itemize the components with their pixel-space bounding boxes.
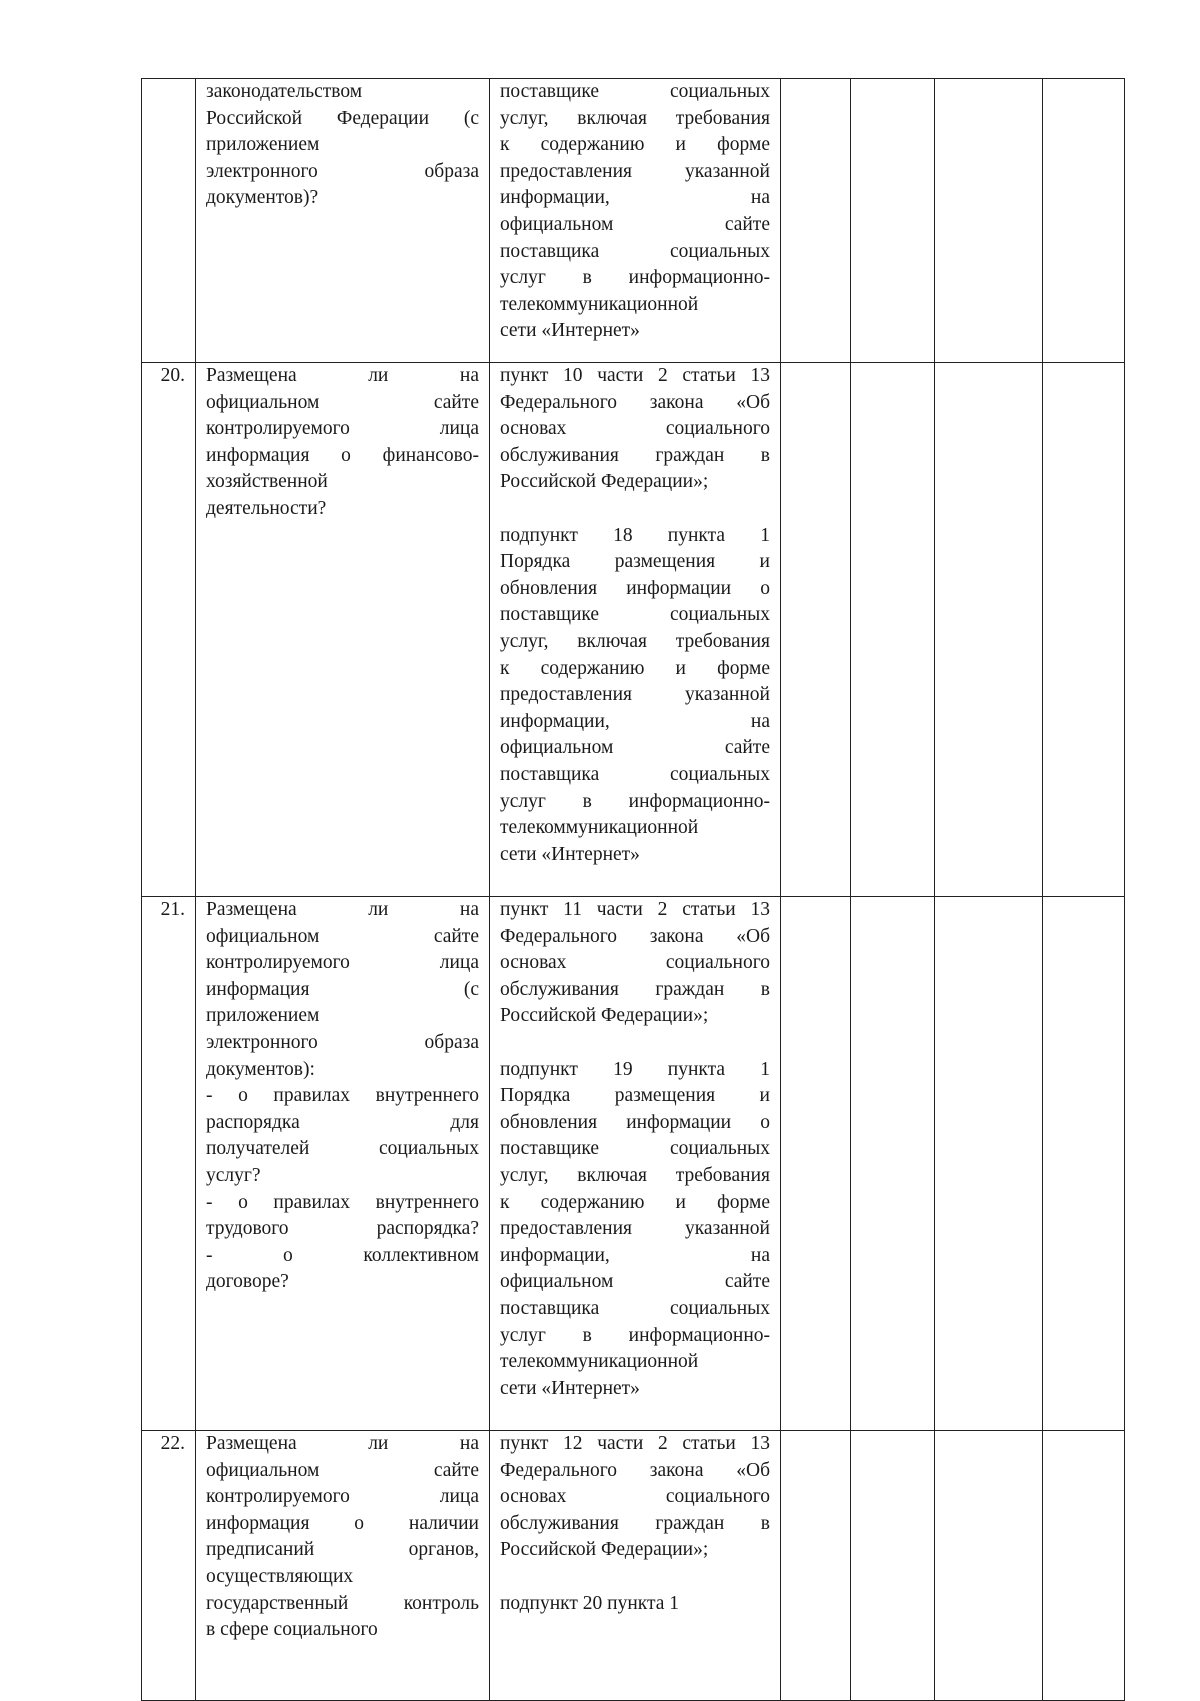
reference-text-line: пункт 10 части 2 статьи 13 (500, 365, 770, 386)
reference-text-line: обновления информации о (500, 1111, 770, 1133)
table-row (142, 1431, 1125, 1701)
reference-text-line: поставщика социальных (500, 763, 770, 785)
reference-text-line: официальном сайте (500, 213, 770, 235)
question-text-line: Размещена ли на (206, 1433, 479, 1454)
reference-text-line: сети «Интернет» (500, 843, 640, 865)
question-text-line: информация (с (206, 978, 479, 1000)
reference-text-line: Порядка размещения и (500, 1085, 770, 1107)
question-text-line: договоре? (206, 1271, 289, 1293)
question-text-line: осуществляющих (206, 1565, 354, 1587)
question-text-line: документов)? (206, 187, 319, 209)
reference-text-line: предоставления указанной (500, 160, 770, 182)
reference-text-line: услуг в информационно- (500, 267, 770, 289)
reference-text-line: услуг, включая требования (500, 630, 770, 652)
no-cell (851, 363, 935, 897)
question-text-line: официальном сайте (206, 1459, 479, 1481)
legal-reference-cell (490, 1431, 781, 1701)
question-text-line: официальном сайте (206, 391, 479, 413)
yes-cell (781, 363, 851, 897)
question-text-line: Российской Федерации (с (206, 107, 479, 129)
checklist-rows (142, 79, 1125, 1701)
row-number (142, 79, 196, 363)
question-cell (196, 897, 490, 1431)
question-text-line: электронного образа (206, 1031, 479, 1053)
legal-reference-cell (490, 79, 781, 363)
reference-text-line: информации, на (500, 710, 770, 732)
reference-text-line: услуг, включая требования (500, 107, 770, 129)
no-cell (851, 897, 935, 1431)
reference-text-line: к содержанию и форме (500, 657, 770, 679)
reference-text-line: к содержанию и форме (500, 1191, 770, 1213)
question-text-line: Размещена ли на (206, 365, 479, 386)
blank-line (500, 1564, 770, 1591)
question-text-line: информация о финансово- (206, 444, 479, 466)
reference-text-line: Порядка размещения и (500, 551, 770, 573)
reference-text-line: поставщике социальных (500, 1138, 770, 1160)
reference-text-line: поставщика социальных (500, 1297, 770, 1319)
reference-text-line: Федерального закона «Об (500, 925, 770, 947)
reference-text-line: Российской Федерации»; (500, 1539, 709, 1561)
yes-cell (781, 1431, 851, 1701)
reference-text-line: обновления информации о (500, 577, 770, 599)
not-applicable-cell (935, 363, 1043, 897)
table-row (142, 897, 1125, 1431)
question-text-line: приложением (206, 1005, 320, 1027)
reference-text-line: обслуживания граждан в (500, 978, 770, 1000)
reference-text-line: телекоммуникационной (500, 1351, 699, 1373)
question-text-line: Размещена ли на (206, 899, 479, 920)
question-text-line: трудового распорядка? (206, 1218, 479, 1240)
reference-text-line: основах социального (500, 952, 770, 974)
row-number: 21. (142, 897, 196, 1431)
note-cell (1043, 79, 1125, 363)
blank-line (500, 1030, 770, 1057)
reference-text-line: Российской Федерации»; (500, 1005, 709, 1027)
checklist-table (141, 78, 1125, 1701)
reference-text-line: обслуживания граждан в (500, 1512, 770, 1534)
question-cell (196, 79, 490, 363)
reference-text-line: сети «Интернет» (500, 1377, 640, 1399)
reference-text-line: поставщика социальных (500, 240, 770, 262)
reference-text-line: официальном сайте (500, 1271, 770, 1293)
question-text-line: предписаний органов, (206, 1539, 479, 1561)
question-text-line: документов): (206, 1058, 315, 1080)
table-row (142, 363, 1125, 897)
no-cell (851, 79, 935, 363)
question-text-line: контролируемого лица (206, 952, 479, 974)
reference-text-line: к содержанию и форме (500, 134, 770, 156)
yes-cell (781, 79, 851, 363)
question-text-line: распорядка для (206, 1111, 479, 1133)
question-text-line: деятельности? (206, 497, 327, 519)
note-cell (1043, 1431, 1125, 1701)
question-text-line: услуг? (206, 1164, 261, 1186)
question-cell (196, 363, 490, 897)
question-text-line: получателей социальных (206, 1138, 479, 1160)
question-text-line: государственный контроль (206, 1592, 479, 1614)
question-text-line: в сфере социального (206, 1619, 378, 1641)
reference-text-line: поставщике социальных (500, 604, 770, 626)
reference-text-line: телекоммуникационной (500, 293, 699, 315)
no-cell (851, 1431, 935, 1701)
question-text-line: контролируемого лица (206, 418, 479, 440)
question-text-line: - о правилах внутреннего (206, 1191, 479, 1213)
reference-text-line: информации, на (500, 187, 770, 209)
reference-text-line: информации, на (500, 1244, 770, 1266)
reference-text-line: Федерального закона «Об (500, 391, 770, 413)
reference-text-line: услуг, включая требования (500, 1164, 770, 1186)
not-applicable-cell (935, 897, 1043, 1431)
reference-text-line: Федерального закона «Об (500, 1459, 770, 1481)
question-text-line: приложением (206, 134, 320, 156)
reference-text-line: услуг в информационно- (500, 1324, 770, 1346)
question-text-line: хозяйственной (206, 471, 328, 493)
legal-reference-cell (490, 897, 781, 1431)
legal-reference-cell (490, 363, 781, 897)
question-text-line: законодательством (206, 81, 363, 102)
question-text-line: информация о наличии (206, 1512, 479, 1534)
reference-text-line: подпункт 20 пункта 1 (500, 1592, 680, 1614)
reference-text-line: пункт 12 части 2 статьи 13 (500, 1433, 770, 1454)
reference-text-line: сети «Интернет» (500, 320, 640, 342)
note-cell (1043, 897, 1125, 1431)
reference-text-line: предоставления указанной (500, 1218, 770, 1240)
reference-text-line: предоставления указанной (500, 684, 770, 706)
row-number: 20. (142, 363, 196, 897)
row-number: 22. (142, 1431, 196, 1701)
question-text-line: электронного образа (206, 160, 479, 182)
reference-text-line: поставщике социальных (500, 81, 770, 102)
yes-cell (781, 897, 851, 1431)
reference-text-line: основах социального (500, 418, 770, 440)
note-cell (1043, 363, 1125, 897)
question-text-line: контролируемого лица (206, 1486, 479, 1508)
question-text-line: - о коллективном (206, 1244, 479, 1266)
reference-text-line: подпункт 19 пункта 1 (500, 1058, 770, 1080)
not-applicable-cell (935, 1431, 1043, 1701)
reference-text-line: услуг в информационно- (500, 790, 770, 812)
reference-text-line: Российской Федерации»; (500, 471, 709, 493)
reference-text-line: официальном сайте (500, 737, 770, 759)
table-row (142, 79, 1125, 363)
reference-text-line: основах социального (500, 1486, 770, 1508)
reference-text-line: пункт 11 части 2 статьи 13 (500, 899, 770, 920)
blank-line (500, 496, 770, 523)
not-applicable-cell (935, 79, 1043, 363)
question-text-line: официальном сайте (206, 925, 479, 947)
question-cell (196, 1431, 490, 1701)
reference-text-line: подпункт 18 пункта 1 (500, 524, 770, 546)
reference-text-line: обслуживания граждан в (500, 444, 770, 466)
question-text-line: - о правилах внутреннего (206, 1085, 479, 1107)
reference-text-line: телекоммуникационной (500, 817, 699, 839)
